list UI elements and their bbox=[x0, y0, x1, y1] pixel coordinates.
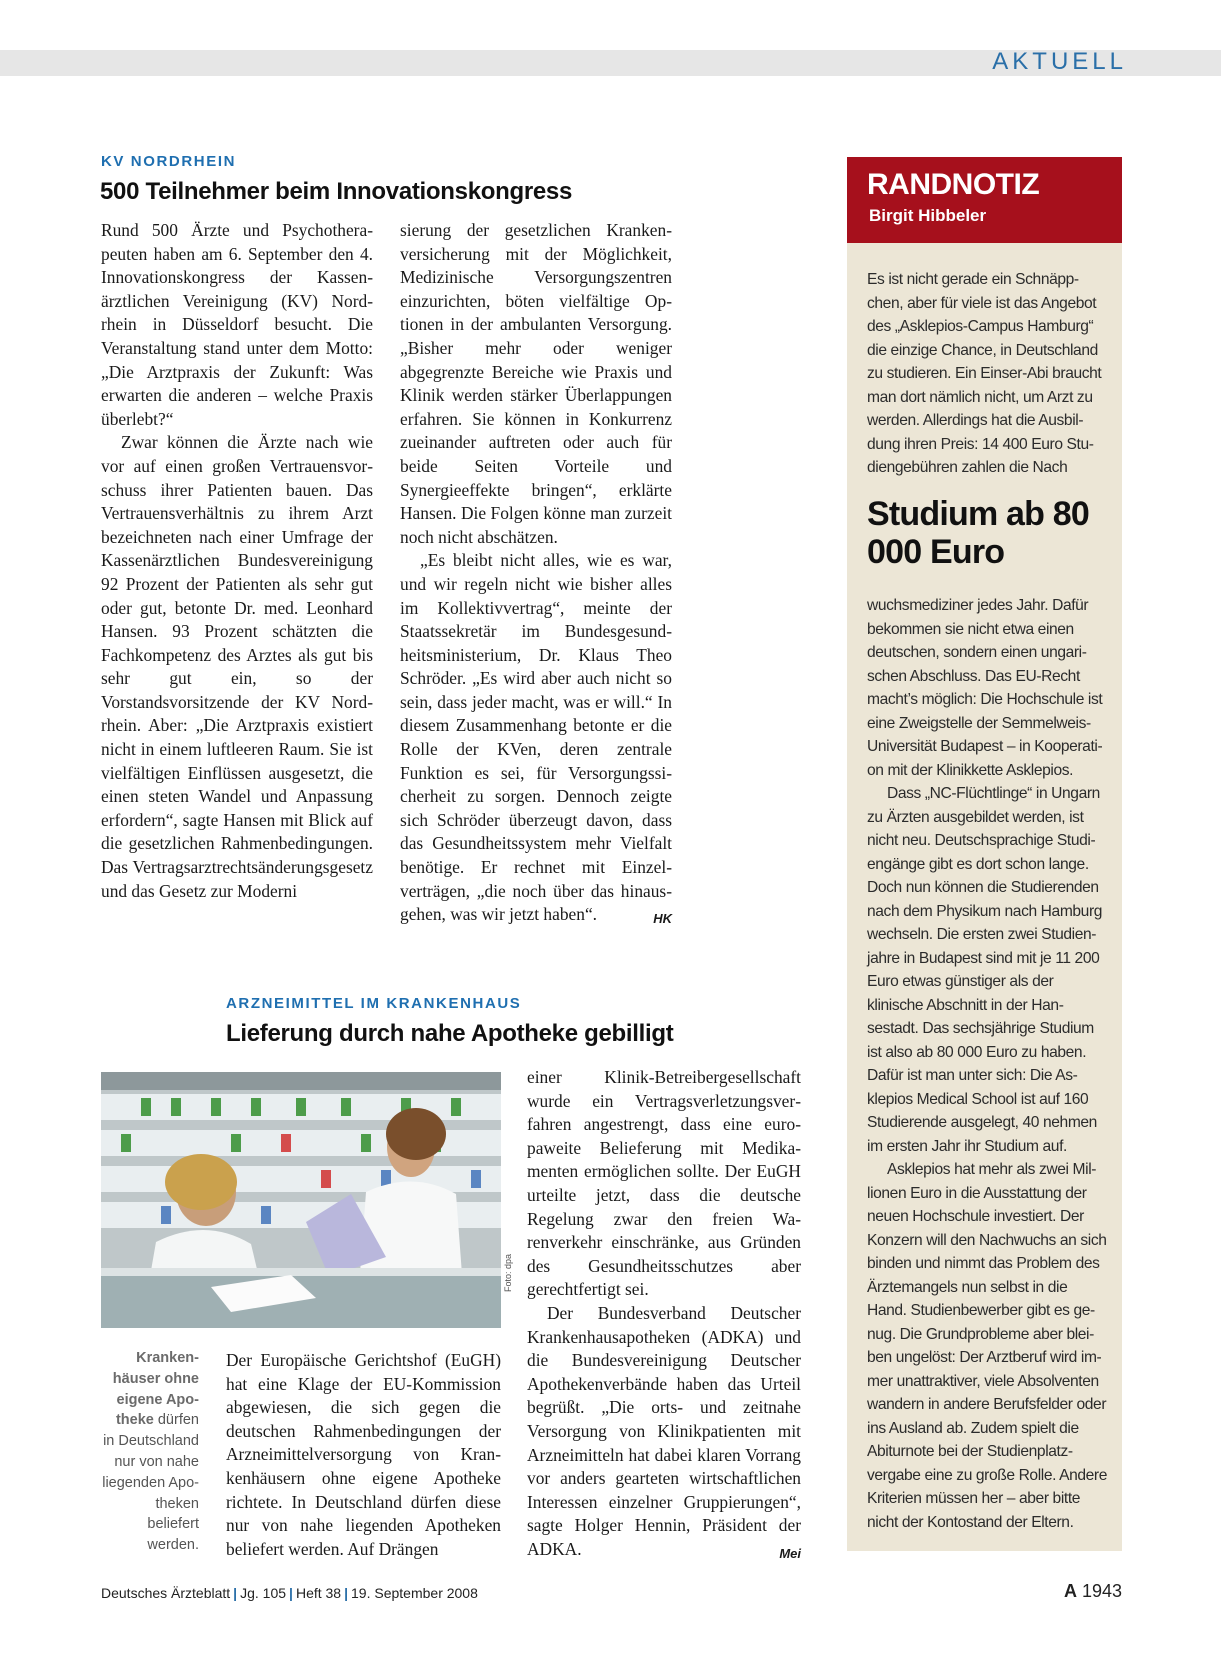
paragraph: Der Europäische Gerichtshof (EuGH) hat eine Klage der EU-Kommission abgewiesen, die sich gegen die deutschen Rahmenbedingungen der Arzneimittelversorgung von Krankenhäusern ohne eigene Apotheke richtete. In Deutschland dürfen diese nur von nahe liegenden Apotheken beliefert werden. Auf Drängen bbox=[226, 1350, 501, 1559]
paragraph: Dass „NC-Flüchtlinge“ in Ungarn zu Ärzten ausgebildet werden, ist nicht neu. Deutschsprachige Studiengänge gibt es dort schon lange. Doch nun können die Studierenden nach dem Physikum nach Hamburg wechseln. Die ersten zwei Studienjahre in Budapest sind mit je 11 200 Euro etwas günstiger als der klinische Abschnitt in der Hansestadt. Das sechsjährige Studium ist also ab 80 000 Euro zu haben. Dafür ist man unter sich: Die Asklepios Medical School ist auf 160 Studierende ausgelegt, 40 nehmen im ersten Jahr ihr Studium auf. bbox=[867, 785, 1103, 1155]
paragraph: Zwar können die Ärzte nach wie vor auf einen großen Vertrauensvorschuss ihrer Patienten bauen. Das Vertrauensverhältnis zu ihrem Arzt bezeichneten nach einer Umfrage der Kassenärztlichen Bundesvereinigung 92 Prozent der Patienten als sehr gut oder gut, betonte Dr. med. Leonhard Hansen. 93 Prozent schätzten die Fachkompetenz des Arztes als gut bis sehr gut ein, so der Vorstandsvorsitzende der KV Nordrhein. Aber: „Die Arztpraxis existiert nicht in einem luftleeren Raum. Sie ist vielfältigen Einflüssen ausgesetzt, die einen steten Wandel und Anpassung erfordern“, sagte Hansen mit Blick auf die gesetzlichen Rahmenbedingungen. Das Vertragsarztrechtsänderungsgesetz und das Gesetz zur Moderni bbox=[101, 432, 373, 901]
randnotiz-sidebar bbox=[847, 157, 1122, 1551]
sidebar-pull-quote: Studium ab 80 000 Euro bbox=[867, 495, 1089, 571]
section-label: AKTUELL bbox=[992, 48, 1127, 75]
photo-caption bbox=[101, 1348, 199, 1556]
pharmacy-photo-illustration bbox=[101, 1072, 501, 1328]
paragraph-text: „Es bleibt nicht alles, wie es war, und wir regeln nicht wie bisher alles im Kollektivvertrag“, meinte der Staatssekretär im Bundesgesundheitsministerium, Dr. Klaus Theo Schröder. „Es wird aber auch nicht so sein, dass jeder macht, was er will.“ In diesem Zusammenhang betonte er die Rolle der KVen, deren zentrale Funktion es sei, für Versorgungssicherheit zu sorgen. Dennoch zeigte sich Schröder überzeugt davon, dass das Gesundheitssystem mehr Vielfalt benötige. Er rechnet mit Einzelverträgen, „die noch über das hinausgehen, was wir jetzt haben“. bbox=[400, 550, 672, 925]
article2-headline: Lieferung durch nahe Apotheke gebilligt bbox=[226, 1020, 674, 1047]
paragraph: einer Klinik-Betreibergesellschaft wurde ein Vertragsverletzungsverfahren angestrengt, dass eine europaweite Belieferung mit Medikamenten ermöglichen sollte. Der EuGH urteilte jetzt, dass die deutsche Regelung zwar den freien Warenverkehr einschränke, aus Gründen des Gesundheitsschutzes aber gerechtfertigt sei. bbox=[527, 1067, 801, 1300]
journal-issue: Heft 38 bbox=[295, 1585, 342, 1601]
paragraph: Rund 500 Ärzte und Psychotherapeuten haben am 6. September den 4. Innovationskongress der Kassenärztlichen Vereinigung (KV) Nordrhein in Düsseldorf besucht. Die Veranstaltung stand unter dem Motto: „Die Arztpraxis der Zukunft: Was erwarten die anderen – welche Praxis überlebt?“ bbox=[101, 220, 373, 429]
pharmacy-photo bbox=[101, 1072, 501, 1328]
journal-volume: Jg. 105 bbox=[240, 1585, 287, 1601]
paragraph bbox=[527, 1302, 801, 1562]
page-footer: Deutsches Ärzteblatt | Jg. 105 | Heft 38 | 19. September 2008 bbox=[101, 1585, 478, 1601]
journal-date: 19. September 2008 bbox=[351, 1585, 478, 1601]
paragraph: Asklepios hat mehr als zwei Millionen Euro in die Ausstattung der neuen Hochschule investiert. Der Konzern will den Nachwuchs an sich binden und nimmt das Problem des Ärztemangels nun selbst in die Hand. Studienbewerber gibt es genug. Die Grundprobleme aber bleiben ungelöst: Der Arztberuf wird immer unattraktiver, viele Absolventen wandern in andere Berufsfelder oder ins Ausland ab. Zudem spielt die Abiturnote bei der Studienplatzvergabe eine zu große Rolle. Andere Kriterien müssen her – aber bitte nicht der Kontostand der Eltern. bbox=[867, 1161, 1107, 1531]
page-number bbox=[1064, 1580, 1122, 1602]
photo-credit: Foto: dpa bbox=[503, 1253, 513, 1292]
article1-column-2 bbox=[400, 219, 672, 931]
article2-column-1 bbox=[226, 1349, 501, 1561]
article1-kicker: KV NORDRHEIN bbox=[101, 153, 237, 170]
paragraph: wuchsmediziner jedes Jahr. Dafür bekommen sie nicht etwa einen deutschen, sondern einen ungarischen Abschluss. Das EU-Recht macht’s möglich: Die Hochschule ist eine Zweigstelle der Semmelweis-Universität Budapest – in Kooperation mit der Klinikkette Asklepios. bbox=[867, 597, 1103, 779]
article2-column-2 bbox=[527, 1066, 801, 1565]
sidebar-text-intro bbox=[867, 268, 1107, 480]
author-signature: Mei bbox=[779, 1545, 801, 1561]
paragraph bbox=[400, 549, 672, 927]
sidebar-header bbox=[847, 157, 1122, 243]
sidebar-text-main bbox=[867, 594, 1107, 1534]
journal-name: Deutsches Ärzteblatt bbox=[101, 1585, 231, 1601]
caption-bold: Krankenhäuser ohne eigene Apotheke bbox=[112, 1350, 199, 1429]
article1-column-1 bbox=[101, 219, 373, 903]
article1-headline: 500 Teilnehmer beim Innovationskongress bbox=[100, 178, 573, 205]
paragraph-text: Der Bundesverband Deutscher Krankenhausapotheken (ADKA) und die Bundesvereinigung Deutscher Apothekenverbände haben das Urteil begrüßt. „Die orts- und zeitnahe Versorgung von Klinikpatienten mit Arzneimitteln hat dabei klaren Vorrang vor anders gearteten wirtschaftlichen Interessen einzelner Gruppierungen“, sagte Holger Hennin, Präsident der ADKA. bbox=[527, 1302, 801, 1559]
paragraph: sierung der gesetzlichen Krankenversicherung mit der Möglichkeit, Medizinische Versorgungszentren einzurichten, böten vielfältige Optionen in der ambulanten Versorgung. „Bisher mehr oder weniger abgegrenzte Bereiche wie Praxis und Klinik werden stärker Überlappungen erfahren. Sie können in Konkurrenz zueinander auftreten oder auch für beide Seiten Vorteile und Synergieeffekte bringen“, erklärte Hansen. Die Folgen könne man zurzeit noch nicht abschätzen. bbox=[400, 220, 672, 547]
article2-kicker: ARZNEIMITTEL IM KRANKENHAUS bbox=[226, 995, 522, 1012]
author-signature: HK bbox=[653, 911, 672, 927]
sidebar-title: RANDNOTIZ bbox=[867, 168, 1040, 201]
page-prefix: A bbox=[1063, 1581, 1077, 1601]
paragraph: Es ist nicht gerade ein Schnäppchen, aber für viele ist das Angebot des „Asklepios-Campus Hamburg“ die einzige Chance, in Deutschland zu studieren. Ein Einser-Abi braucht man dort nämlich nicht, um Arzt zu werden. Allerdings hat die Ausbildung ihren Preis: 14 400 Euro Studiengebühren zahlen die Nach bbox=[867, 271, 1102, 476]
page-number-value: 1943 bbox=[1081, 1581, 1122, 1601]
caption-text: dürfen in Deutschland nur von nahe liegenden Apotheken beliefert werden. bbox=[102, 1412, 199, 1554]
sidebar-author: Birgit Hibbeler bbox=[869, 206, 987, 225]
